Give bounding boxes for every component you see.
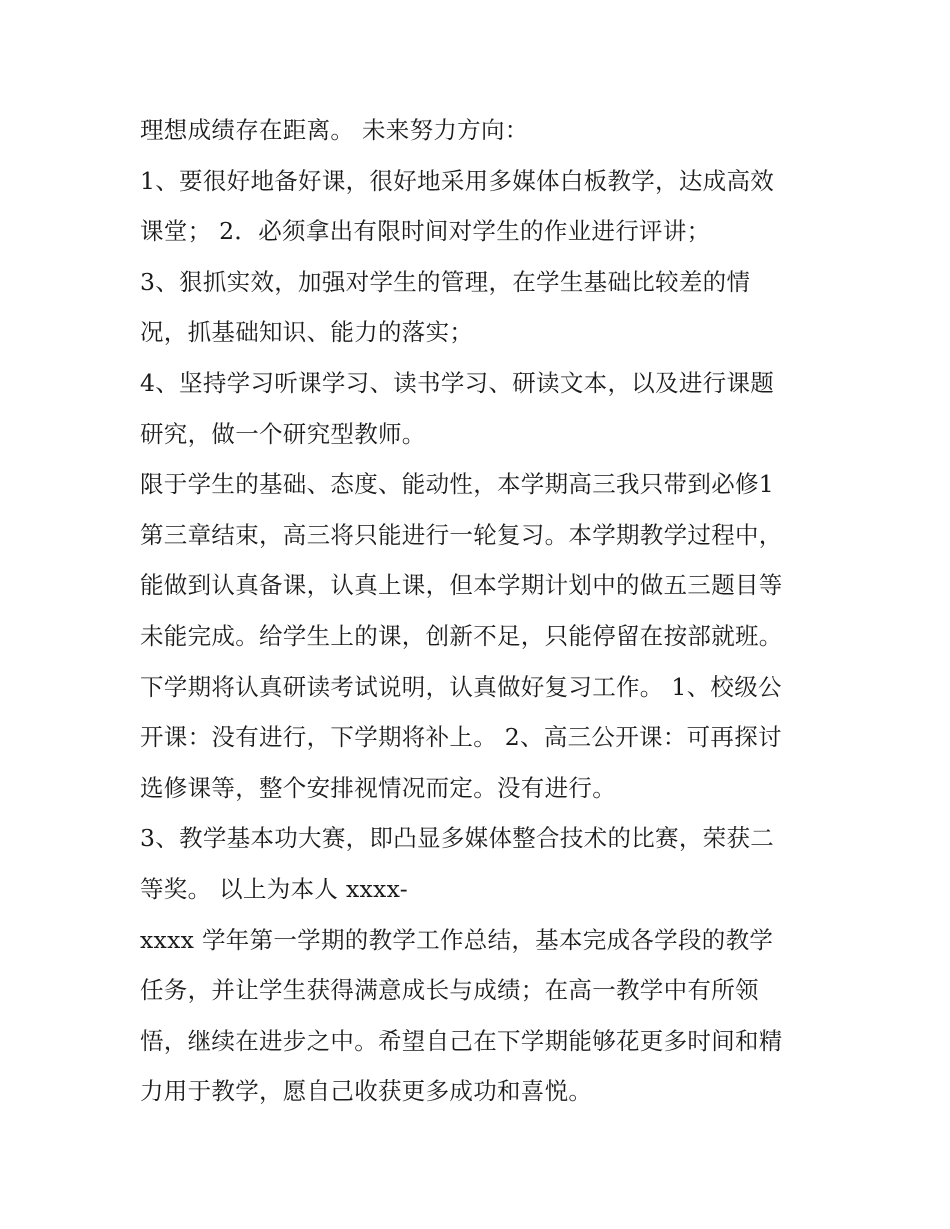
text-line: 限于学生的基础、态度、能动性，本学期高三我只带到必修1	[140, 470, 775, 499]
text-line: 理想成绩存在距离。 未来努力方向：	[140, 116, 529, 144]
text-line: 况，抓基础知识、能力的落实；	[140, 318, 474, 347]
text-line: 能做到认真备课，认真上课，但本学期计划中的做五三题目等	[140, 571, 783, 600]
text-line: 任务，并让学生获得满意成长与成绩；在高一教学中有所领	[140, 976, 759, 1005]
text-line: 未能完成。给学生上的课，创新不足，只能停留在按部就班。	[140, 621, 783, 650]
text-line: 4、坚持学习听课学习、读书学习、研读文本，以及进行课题	[140, 368, 775, 397]
text-line: 下学期将认真研读考试说明，认真做好复习工作。 1、校级公	[140, 672, 782, 701]
text-line: 课堂； 2．必须拿出有限时间对学生的作业进行评讲；	[140, 217, 711, 246]
text-line: xxxx 学年第一学期的教学工作总结，基本完成各学段的教学	[140, 925, 774, 954]
text-line: 开课：没有进行，下学期将补上。 2、高三公开课：可再探讨	[140, 723, 782, 752]
text-line: 悟，继续在进步之中。希望自己在下学期能够花更多时间和精	[140, 1026, 783, 1055]
text-line: 3、教学基本功大赛，即凸显多媒体整合技术的比赛，荣获二	[140, 824, 775, 853]
document-body	[140, 105, 840, 1117]
text-line: 力用于教学，愿自己收获更多成功和喜悦。	[140, 1077, 593, 1106]
text-line: 第三章结束，高三将只能进行一轮复习。本学期教学过程中，	[140, 520, 783, 549]
text-line: 1、要很好地备好课，很好地采用多媒体白板教学，达成高效	[140, 166, 775, 195]
text-line: 3、狠抓实效，加强对学生的管理，在学生基础比较差的情	[140, 267, 751, 296]
text-line: 研究，做一个研究型教师。	[140, 419, 426, 448]
text-line: 选修课等，整个安排视情况而定。没有进行。	[140, 773, 616, 802]
text-line: 等奖。 以上为本人 xxxx-	[140, 874, 408, 903]
